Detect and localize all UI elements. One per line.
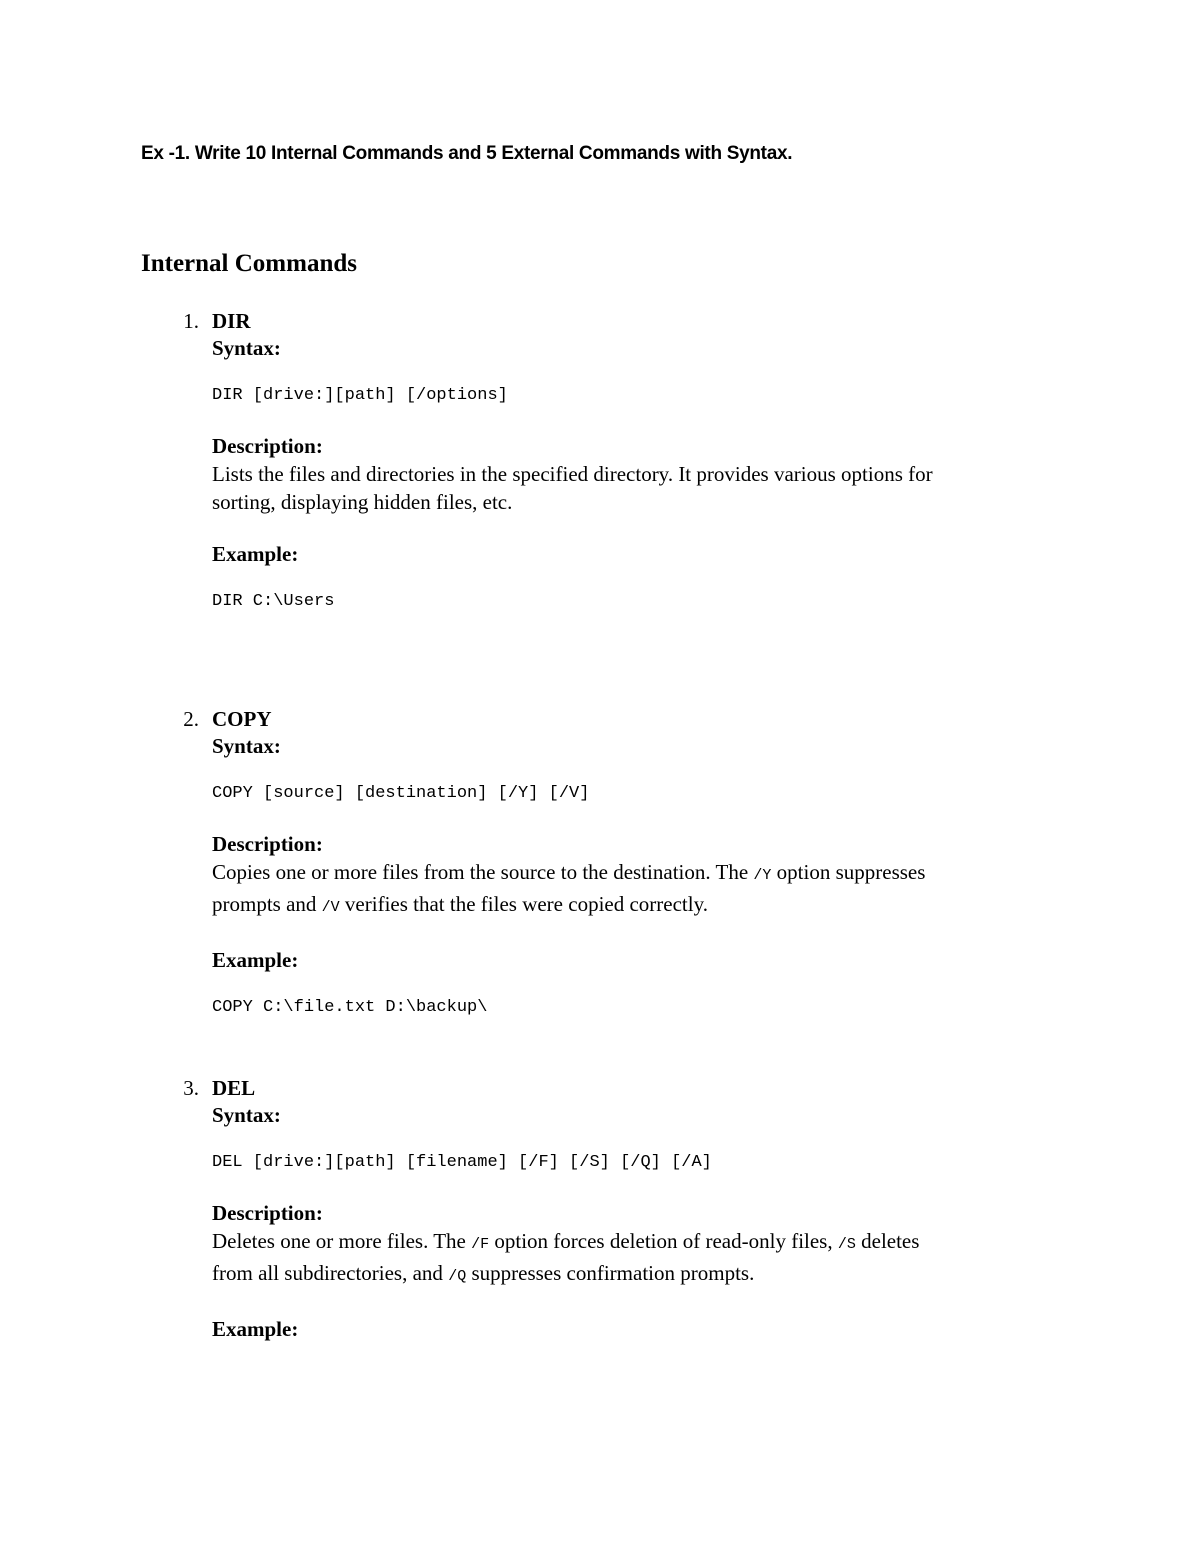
description-fragment: Copies one or more files from the source to the destination. The [212, 860, 754, 884]
description-line [212, 1227, 1042, 1259]
description-text [212, 858, 1042, 922]
description-fragment: deletes [855, 1229, 920, 1253]
syntax-label: Syntax: [212, 734, 281, 758]
description-fragment: prompts and [212, 892, 322, 916]
description-text [212, 1227, 1042, 1291]
description-fragment: option forces deletion of read-only files, [489, 1229, 838, 1253]
syntax-code: DEL [drive:][path] [filename] [/F] [/S] [/Q] [/A] [212, 1153, 712, 1172]
command-name: DEL [212, 1076, 256, 1100]
description-fragment: verifies that the files were copied correctly. [339, 892, 708, 916]
description-fragment: Deletes one or more files. The [212, 1229, 472, 1253]
description-line [212, 1259, 1042, 1291]
syntax-label: Syntax: [212, 1103, 281, 1127]
example-code: DIR C:\Users [212, 592, 335, 611]
command-item-del [183, 1075, 1042, 1343]
inline-code: /V [321, 899, 340, 916]
inline-code: /F [471, 1236, 490, 1253]
inline-code: /Y [753, 867, 772, 884]
list-number: 1. [183, 309, 199, 333]
syntax-code: DIR [drive:][path] [/options] [212, 386, 508, 405]
description-fragment: from all subdirectories, and [212, 1261, 449, 1285]
syntax-label: Syntax: [212, 336, 281, 360]
inline-code: /Q [448, 1268, 467, 1285]
list-number: 2. [183, 707, 199, 731]
description-line [212, 890, 1042, 922]
example-label: Example: [212, 542, 299, 566]
section-heading: Internal Commands [141, 250, 357, 277]
description-line: sorting, displaying hidden files, etc. [212, 490, 513, 514]
inline-code: /S [837, 1236, 856, 1253]
description-label: Description: [212, 1201, 323, 1225]
example-label: Example: [212, 1317, 299, 1341]
command-name: COPY [212, 707, 272, 731]
syntax-code: COPY [source] [destination] [/Y] [/V] [212, 784, 590, 803]
description-label: Description: [212, 434, 323, 458]
command-item-copy [183, 706, 1042, 1020]
description-label: Description: [212, 832, 323, 856]
description-fragment: option suppresses [771, 860, 926, 884]
description-line: Lists the files and directories in the specified directory. It provides various options for [212, 462, 933, 486]
command-name: DIR [212, 309, 251, 333]
example-code: COPY C:\file.txt D:\backup\ [212, 998, 488, 1017]
page-title: Ex -1. Write 10 Internal Commands and 5 External Commands with Syntax. [141, 143, 793, 164]
example-label: Example: [212, 948, 299, 972]
list-number: 3. [183, 1076, 199, 1100]
command-item-dir [183, 308, 1042, 614]
description-fragment: suppresses confirmation prompts. [466, 1261, 755, 1285]
description-text [212, 460, 1042, 516]
description-line [212, 858, 1042, 890]
